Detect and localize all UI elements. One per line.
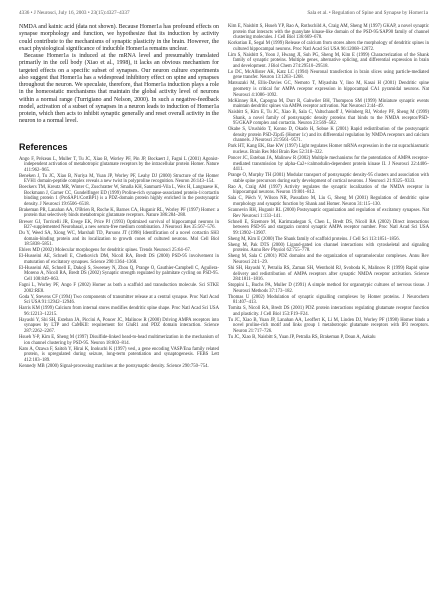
reference-entry: Shi SH, Hayashi Y, Petralia RS, Zaman SH, Wenthold RJ, Svoboda K, Malinow R (1999) Rapid spine delivery and redistribution of AMPA receptors after synaptic NMDA receptor activation. Science 284:1811–1816. <box>228 265 429 283</box>
reference-entry: Kim E, Naisbitt S, Hsueh YP, Rao A, Rothschild A, Craig AM, Sheng M (1997) GKAP, a novel synaptic protein that interacts with the guanylate kinase-like domain of the PSD-95/SAP90 family of channel clustering molecules. J Cell Biol 136:669–678. <box>228 24 429 41</box>
reference-entry: Boeckers TM, Kreutz MR, Winter C, Zuschratter W, Smalla KH, Sanmarti-Vila L, Wex H, Langnaese K, Bockmann J, Garner CC, Gundelfinger ED (1999) Proline-rich synapse-associated protein-1/cortactin binding protein 1 (ProSAP1/CortBP1) is a PDZ-domain protein highly enriched in the postsynaptic density. J Neurosci 19:6506–6518. <box>19 185 219 207</box>
reference-entry: Tomita S, Nicoll RA, Bredt DS (2001) PDZ protein interactions regulating glutamate receptor function and plasticity. J Cell Biol 153:F19–F24. <box>228 306 429 317</box>
left-column <box>19 24 219 370</box>
reference-entry: El-Husseini AE, Schnell E, Chetkovich DM, Nicoll RA, Bredt DS (2000) PSD-95 involvement in maturation of excitatory synapses. Science 290:1364–1368. <box>19 254 219 265</box>
reference-entry: Sheng M, Pak DTS (2000) Ligand-gated ion channel interactions with cytoskeletal and signaling proteins. Annu Rev Physiol 62:755–778. <box>228 242 429 254</box>
reference-list-right <box>228 24 429 341</box>
reference-entry: Prange O, Murphy TH (2001) Modular transport of postsynaptic density-95 clusters and association with stable spine precursors during early development of cortical neurons. J Neurosci 21:9325–9333. <box>228 173 429 184</box>
reference-entry: Lo DC, McAllister AK, Katz LC (1994) Neuronal transfection in brain slices using particle-mediated gene transfer. Neuron 13:1263–1268. <box>228 69 429 81</box>
reference-entry: Fagni L, Worley PF, Ango F (2002) Homer as both a scaffold and transduction molecule. Sci STKE 2002:RE8. <box>19 283 219 294</box>
reference-entry: Lim S, Naisbitt S, Yoon J, Hwang JI, Suh PG, Sheng M, Kim E (1999) Characterization of the Shank family of synaptic proteins. Multiple genes, alternative splicing, and differential expression in brain and development. J Biol Chem 274:29510–29518. <box>228 52 429 69</box>
reference-entry: Du Y, Weed SA, Xiong WC, Marshall TD, Parsons JT (1998) Identification of a novel cortactin SH3 domain-binding protein and its localization to growth cones of cultured neurons. Mol Cell Biol 18:5838–5851. <box>19 231 219 248</box>
reference-entry: Tu JC, Xiao B, Naisbitt S, Yuan JP, Petralia RS, Brakeman P, Doan A, Aakalu <box>228 335 376 341</box>
reference-entry: Thomas U (2002) Modulation of synaptic signalling complexes by Homer proteins. J Neurochem 81:407–413. <box>228 294 429 306</box>
reference-entry: Okabe S, Urushido T, Konno D, Okado H, Sobue K (2001) Rapid redistribution of the postsynaptic density protein PSD-Zip45 (Homer 1c) and its differential regulation by NMDA receptors and calcium channels. J Neurosci 21:9561–9571. <box>228 127 429 144</box>
reference-entry: Naisbitt S, Kim E, Tu JC, Xiao B, Sala C, Valtschanoff J, Weinberg RJ, Worley PF, Sheng M (1999) Shank, a novel family of postsynaptic density proteins that binds to the NMDA receptor/PSD-95/GKAP complex and cortactin. Neuron 23:569–582. <box>228 110 429 127</box>
reference-entry: Harris KM (1999) Calcium from internal stores modifies dendritic spine shape. Proc Natl Acad Sci USA 96:12213–12215. <box>19 306 219 317</box>
reference-entry: Brakeman PR, Lanahan AA, O'Brien R, Roche K, Barnes CA, Huganir RL, Worley PF (1997) Homer: a protein that selectively binds metabotropic glutamate receptors. Nature 386:284–288. <box>19 207 219 219</box>
reference-entry: Ehlers MD (2002) Molecular morphogens for dendritic spines. Trends Neurosci 25:64–67. <box>19 248 192 254</box>
body-paragraph: Because Homer1a is induced at the mRNA level and presumably translated primarily in the cell body (Xiao et al., 1998), it lacks an obvious mechanism for targeted effects on a specific subset of synapses. Our neuron culture experiments also suggest that Homer1a has a widespread inhibitory effect on spine and synapses throughout the neuron. We speculate, therefore, that Homer1a induction plays a role in the homeostatic mechanisms that maintain the global activity level of neurons within a normal range (Turrigiano and Nelson, 2000). In such a negative-feedback model, activation of a subset of synapses in a neuron leads to induction of Homer1a protein, which then acts to inhibit synaptic generally and reset overall activity in the neuron to a normal level. <box>19 53 219 125</box>
reference-entry: Ango F, Prézeau L, Muller T, Tu JC, Xiao B, Worley PF, Pin JP, Bockaert J, Fagni L (2001) Agonist-independent activation of metabotropic glutamate receptors by the intracellular protein Homer. Nature 411:962–965. <box>19 156 219 173</box>
reference-entry: Kennedy MB (2000) Signal-processing machines at the postsynaptic density. Science 290:750–754. <box>19 363 209 369</box>
reference-entry: Hsueh Y-P, Kim E, Sheng M (1997) Disulfide-linked head-to-head multimerization in the mechanism of ion channel clustering by PSD-95. Neuron 18:803–814. <box>19 334 219 346</box>
header-left: 4336 • J Neurosci, July 16, 2003 • 23(15):4327–4337 <box>19 10 130 16</box>
reference-entry: Goda Y, Stevens CF (1994) Two components of transmitter release at a central synapse. Proc Natl Acad Sci USA 91:12942–12946. <box>19 294 219 306</box>
reference-entry: Hayashi Y, Shi SH, Esteban JA, Piccini A, Poncer JC, Malinow R (2000) Driving AMPA receptors into synapses by LTP and CaMKII: requirement for GluR1 and PDZ domain interaction. Science 287:2262–2267. <box>19 317 219 334</box>
reference-entry: Brewer GJ, Torricelli JR, Evege EK, Price PJ (1993) Optimized survival of hippocampal neurons in B27-supplemented Neurobasal, a new serum-free medium combination. J Neurosci Res 35:567–576. <box>19 219 219 231</box>
reference-entry: Scannevin RH, Huganir RL (2000) Postsynaptic organization and regulation of excitatory synapses. Nat Rev Neurosci 1:133–141. <box>228 208 429 219</box>
running-header <box>19 10 428 20</box>
references-heading: References <box>19 141 68 152</box>
body-paragraph: NMDA and kainic acid (data not shown). Because Homer1a has profound effects on synapse morphology and function, we hypothesize that its induction by activity could contribute to the mechanisms of synaptic plasticity in the brain. However, the exact physiological significance of inducible Homer1a remains unclear. <box>19 24 219 52</box>
reference-entry: Sheng M, Sala C (2001) PDZ domains and the organization of supramolecular complexes. Annu Rev Neurosci 24:1–29. <box>228 254 429 265</box>
reference-entry: McKinney RA, Capogna M, Durr R, Gahwiler BH, Thompson SM (1999) Miniature synaptic events maintain dendritic spines via AMPA receptor activation. Nat Neurosci 2:44–49. <box>228 98 429 110</box>
reference-entry: Matsuzaki M, Ellis-Davies GC, Nemoto T, Miyashita Y, Iino M, Kasai H (2001) Dendritic spine geometry is critical for AMPA receptor expression in hippocampal CA1 pyramidal neurons. Nat Neurosci 4:1086–1092. <box>228 81 429 98</box>
right-column <box>228 24 429 341</box>
reference-entry: Sala C, Piëch V, Wilson NR, Passafaro M, Liu G, Sheng M (2001) Regulation of dendritic spine morphology and synaptic function by Shank and Homer. Neuron 31:115–130. <box>228 196 429 207</box>
header-right: Sala et al. • Regulation of Spine and Synapse by Homer1a <box>307 10 428 16</box>
reference-entry: Park HT, Kang EK, Bae KW (1997) Light regulates Homer mRNA expression in the rat suprachiasmatic nucleus. Brain Res Mol Brain Res 52:318–322. <box>228 144 429 156</box>
reference-entry: Rao A, Craig AM (1997) Activity regulates the synaptic localization of the NMDA receptor in hippocampal neurons. Neuron 19:801–812. <box>228 184 429 196</box>
reference-list-left <box>19 157 219 370</box>
reference-entry: Poncer JC, Esteban JA, Malinow R (2002) Multiple mechanisms for the potentiation of AMPA receptor-mediated transmission by alpha-Ca2+/calmodulin-dependent protein kinase II. J Neurosci 22:4406–4411. <box>228 156 429 173</box>
reference-entry: Tu JC, Xiao B, Yuan JP, Lanahan AA, Leoffert K, Li M, Linden DJ, Worley PF (1998) Homer binds a novel proline-rich motif and links group 1 metabotropic glutamate receptors with IP3 receptors. Neuron 21:717–726. <box>228 317 429 334</box>
reference-entry: Beneken J, Tu JC, Xiao B, Nuriya M, Yuan JP, Worley PF, Leahy DJ (2000) Structure of the Homer EVH1 domain-peptide complex reveals a new twist in polyproline recognition. Neuron 26:143–154. <box>19 173 219 185</box>
reference-entry: Kato A, Ozawa F, Saitoh Y, Hirai K, Inokuchi K (1997) vesl, a gene encoding VASP/Ena family related protein, is upregulated during seizure, long-term potentiation and synaptogenesis. FEBS Lett 412:183–189. <box>19 346 219 363</box>
reference-entry: El-Husseini AE, Schnell E, Dakoji S, Sweeney N, Zhou Q, Prange O, Gauthier-Campbell C, Aguilera-Moreno A, Nicoll RA, Bredt DS (2002) Synaptic strength regulated by palmitate cycling on PSD-95. Cell 108:849–863. <box>19 265 219 282</box>
reference-entry: Korkotian E, Segal M (1999) Release of calcium from stores alters the morphology of dendritic spines in cultured hippocampal neurons. Proc Natl Acad Sci USA 96:12068–12072. <box>228 41 429 52</box>
reference-entry: Stoppini L, Buchs PA, Muller D (1991) A simple method for organotypic cultures of nervous tissue. J Neurosci Methods 37:173–182. <box>228 283 429 294</box>
reference-entry: Schnell E, Sizemore M, Karimzadegan S, Chen L, Bredt DS, Nicoll RA (2002) Direct interactions between PSD-95 and stargazin control synaptic AMPA receptor number. Proc Natl Acad Sci USA 99:13902–13907. <box>228 219 429 236</box>
reference-entry: Sheng M, Kim E (2000) The Shank family of scaffold proteins. J Cell Sci 113:1851–1856. <box>228 236 400 242</box>
